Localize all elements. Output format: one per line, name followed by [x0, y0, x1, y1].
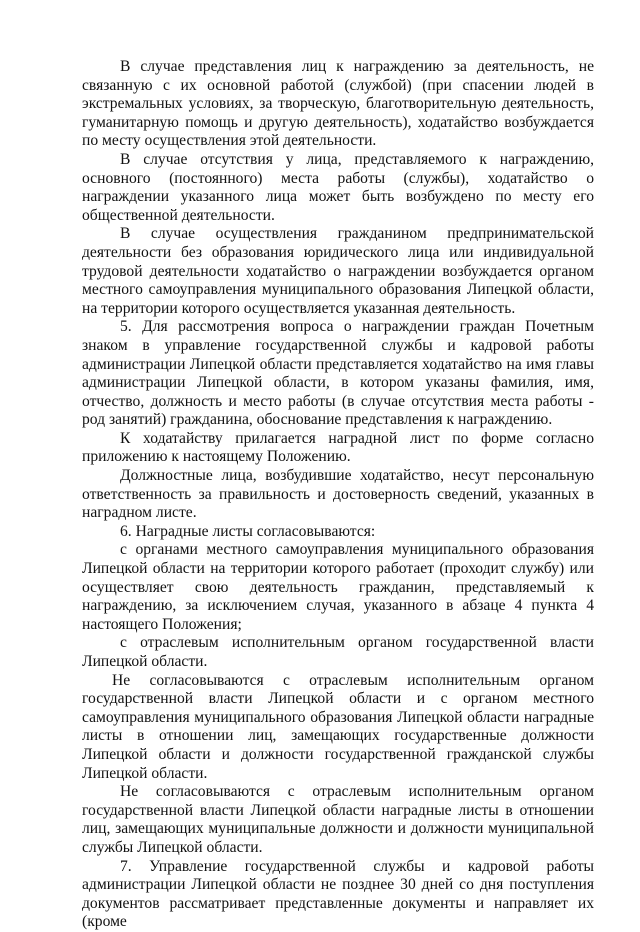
paragraph-not-agreed-state: Не согласовываются с отраслевым исполнительным органом государственной власти Липецкой области и с органом местного самоуправления муниципального образования Липецкой области наградные листы в отношении лиц, замещающих государственные должности Липецкой области и должности государственной гражданской службы Липецкой области. — [82, 671, 594, 782]
paragraph-local-government: с органами местного самоуправления муниципального образования Липецкой области на территории которого работает (проходит службу) или осуществляет свою деятельность гражданин, представляемый к награждению, за исключением случая, указанного в абзаце 4 пункта 4 настоящего Положения; — [82, 541, 594, 633]
paragraph-item-7: 7. Управление государственной службы и кадровой работы администрации Липецкой области не позднее 30 дней со дня поступления документов рассматривает представленные документы и направляет их (кроме — [82, 857, 594, 931]
paragraph-entrepreneur: В случае осуществления гражданином предпринимательской деятельности без образования юридического лица или индивидуальной трудовой деятельности ходатайство о награждении возбуждается органом местного самоуправления муниципального образования Липецкой области, на территории которого осуществляется указанная деятельность. — [82, 225, 594, 317]
paragraph-responsibility: Должностные лица, возбудившие ходатайство, несут персональную ответственность за правильность и достоверность сведений, указанных в наградном листе. — [82, 467, 594, 522]
paragraph-executive-body: с отраслевым исполнительным органом государственной власти Липецкой области. — [82, 634, 594, 670]
paragraph-item-6: 6. Наградные листы согласовываются: — [120, 522, 376, 540]
paragraph-activity-not-main-work: В случае представления лиц к награждению за деятельность, не связанную с их основной работой (службой) (при спасении людей в экстремальных условиях, за творческую, благотворительную деятельность, гуманитарную помощь и другую деятельность), ходатайство возбуждается по месту осуществления этой деятельности. — [82, 58, 594, 150]
paragraph-no-main-workplace: В случае отсутствия у лица, представляемого к награждению, основного (постоянного) места работы (службы), ходатайство о награждении указанного лица может быть возбуждено по месту его общественной деятельности. — [82, 150, 594, 224]
document-page — [82, 58, 594, 932]
paragraph-item-5: 5. Для рассмотрения вопроса о награждении граждан Почетным знаком в управление государственной службы и кадровой работы администрации Липецкой области представляется ходатайство на имя главы администрации Липецкой области, в котором указаны фамилия, имя, отчество, должность и место работы (в случае отсутствия места работы - род занятий) гражданина, обоснование представления к награждению. — [82, 318, 594, 429]
paragraph-not-agreed-municipal: Не согласовываются с отраслевым исполнительным органом государственной власти Липецкой области наградные листы в отношении лиц, замещающих муниципальные должности и должности муниципальной службы Липецкой области. — [82, 783, 594, 856]
paragraph-attachment: К ходатайству прилагается наградной лист по форме согласно приложению к настоящему Положению. — [82, 429, 594, 466]
